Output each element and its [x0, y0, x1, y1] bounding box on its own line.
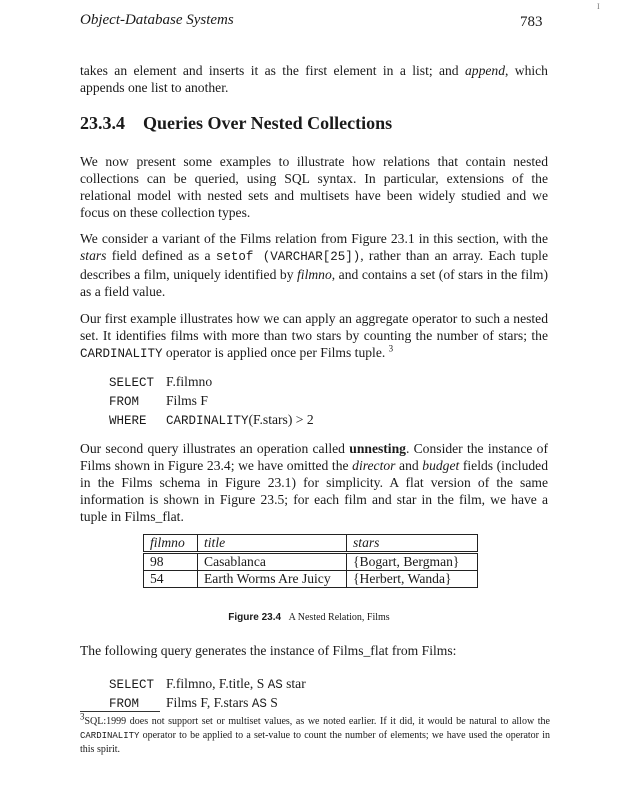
films-nested-table [143, 534, 478, 588]
unnesting-term: unnesting [349, 441, 406, 456]
figure-caption: Figure 23.4 A Nested Relation, Films [228, 612, 390, 623]
column-header: filmno [144, 535, 198, 553]
column-header: title [198, 535, 347, 553]
paragraph-flat-query: The following query generates the instance of Films_flat from Films: [80, 643, 457, 658]
margin-mark: I [597, 2, 600, 11]
paragraph-films-variant: We consider a variant of the Films relation from Figure 23.1 in this section, with the stars field defined as a setof (VARCHAR[25]), rather than an array. Each tuple describes a film, uniquely identified by filmno, and contains a set (of stars in the film) as a field value. [80, 231, 548, 299]
table-row [144, 571, 478, 588]
page-number: 783 [520, 14, 543, 30]
intro-paragraph: takes an element and inserts it as the first element in a list; and append, which appends one list to another. [80, 63, 548, 95]
cardinality-code: CARDINALITY [80, 347, 163, 361]
running-title: Object-Database Systems [80, 12, 234, 28]
column-header: stars [347, 535, 478, 553]
table-cell: {Herbert, Wanda} [347, 571, 478, 588]
query-unnest: SELECT F.filmno, F.title, S AS star FROM Films F, F.stars AS S [109, 676, 306, 711]
filmno-term: filmno [297, 267, 332, 282]
section-number: 23.3.4 [80, 113, 125, 133]
footnote-ref: 3 [388, 343, 394, 354]
table-cell: {Bogart, Bergman} [347, 553, 478, 571]
section-heading [80, 113, 392, 134]
table-header-row [144, 535, 478, 553]
footnote-mark: 3 [80, 711, 85, 722]
append-term: append [464, 63, 505, 78]
table-cell: Earth Worms Are Juicy [198, 571, 347, 588]
paragraph-unnesting: Our second query illustrates an operation called unnesting. Consider the instance of Films shown in Figure 23.4; we have omitted the director and budget fields (included in the Films schema in Figure 23.1) for simplicity. A flat version of the same information is shown in Figure 23.5; for each film and star in the film, we have a tuple in Films_flat. [80, 441, 549, 524]
figure-label: Figure 23.4 [228, 612, 282, 623]
stars-term: stars [80, 248, 107, 263]
table-row [144, 553, 478, 571]
section-title: Queries Over Nested Collections [143, 113, 393, 133]
paragraph-aggregate: Our first example illustrates how we can apply an aggregate operator to such a nested set. It identifies films with more than two stars by counting the number of stars; the CARDINALITY operator is applied once per Films tuple. $^3$ [80, 311, 548, 361]
table-cell: Casablanca [198, 553, 347, 571]
setof-code: setof (VARCHAR[25]) [215, 250, 361, 264]
table-cell: 98 [144, 553, 198, 571]
query-cardinality: SELECT F.filmno FROM Films F WHERE CARDINALITY(F.stars) > 2 [109, 374, 314, 428]
footnote-rule [80, 711, 160, 712]
table-cell: 54 [144, 571, 198, 588]
footnote: $^3$SQL:1999 does not support set or multiset values, as we noted earlier. If it did, it would be natural to allow the CARDINALITY operator to be applied to a set-value to count the number of elements; we have used the operator in this spirit. [80, 711, 550, 755]
paragraph-intro-nested: We now present some examples to illustrate how relations that contain nested collections can be queried, using SQL syntax. In particular, extensions of the relational model with nested sets and multisets have been widely studied and we focus on these collection types. [80, 154, 548, 220]
